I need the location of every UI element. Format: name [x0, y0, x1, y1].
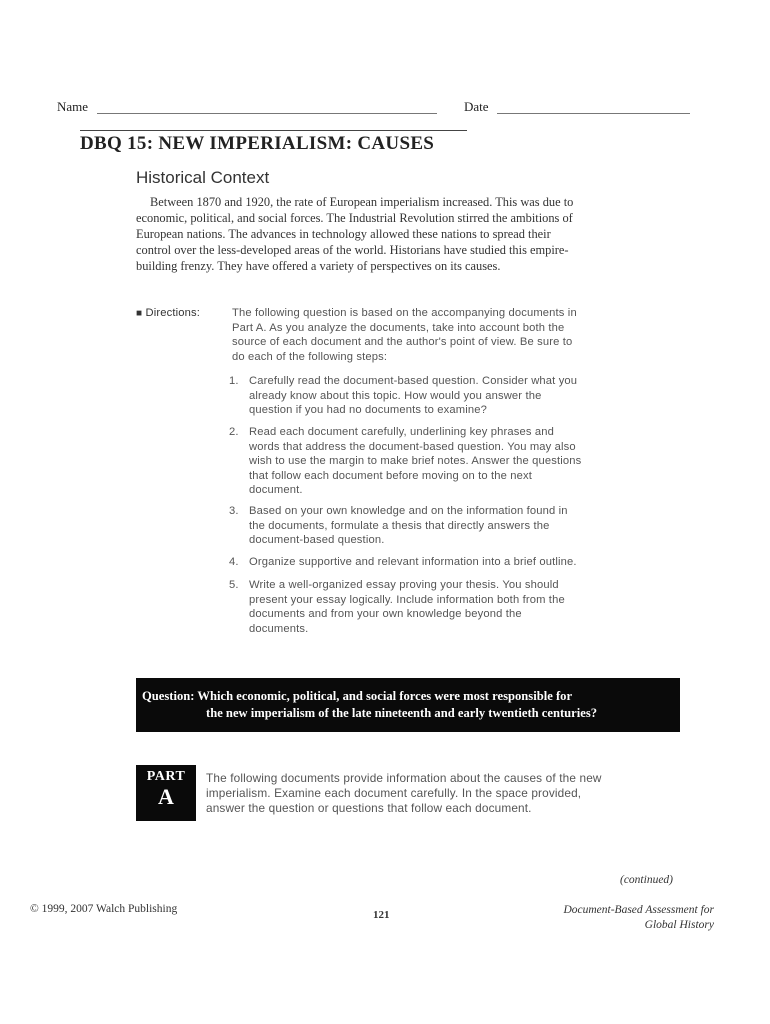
- directions-label: [136, 306, 200, 322]
- question-label: Question:: [142, 689, 195, 703]
- step-line: that follow each document before moving on to the next: [249, 469, 532, 482]
- question-box: [136, 678, 680, 732]
- directions-intro: [232, 306, 682, 364]
- book-title-line-1: Document-Based Assessment for: [563, 904, 714, 916]
- context-line: Between 1870 and 1920, the rate of European imperialism increased. This was due to: [150, 195, 574, 209]
- step-line: the documents, formulate a thesis that directly answers the: [249, 519, 550, 532]
- step-line: present your essay logically. Include information both from the: [249, 593, 565, 606]
- step-3: [229, 504, 689, 550]
- step-line: wish to use the margin to make brief notes. Answer the questions: [249, 455, 582, 468]
- step-line: document.: [249, 484, 303, 497]
- step-4: [229, 555, 689, 571]
- step-number: 1.: [229, 375, 239, 387]
- directions-line: source of each document and the author's point of view. Be sure to: [232, 336, 573, 349]
- copyright: © 1999, 2007 Walch Publishing: [30, 903, 178, 915]
- step-2: [229, 425, 689, 500]
- directions-line: Part A. As you analyze the documents, take into account both the: [232, 321, 565, 334]
- name-field-line[interactable]: [97, 113, 437, 114]
- historical-context-heading: Historical Context: [136, 168, 270, 187]
- step-line: document-based question.: [249, 534, 385, 547]
- part-a-badge: [136, 765, 196, 821]
- directions-label-text: Directions:: [145, 307, 200, 319]
- directions-line: The following question is based on the accompanying documents in: [232, 307, 577, 319]
- part-line: The following documents provide information about the causes of the new: [206, 771, 602, 785]
- page-title: DBQ 15: NEW IMPERIALISM: CAUSES: [80, 133, 435, 154]
- question-line-1: [142, 688, 678, 705]
- question-text: Which economic, political, and social forces were most responsible for: [197, 689, 573, 703]
- step-line: Organize supportive and relevant information into a brief outline.: [249, 556, 577, 568]
- step-line: words that address the document-based question. You may also: [249, 440, 576, 453]
- question-line-2: the new imperialism of the late nineteenth and early twentieth centuries?: [206, 706, 598, 720]
- step-number: 5.: [229, 579, 239, 591]
- context-line: economic, political, and social forces. The Industrial Revolution stirred the ambitions of: [136, 211, 573, 225]
- step-number: 2.: [229, 426, 239, 438]
- square-bullet-icon: ■: [136, 308, 143, 319]
- context-line: control over the less-developed areas of the world. Historians have studied this empire-: [136, 243, 569, 257]
- step-line: documents and from your own knowledge beyond the: [249, 608, 522, 621]
- page-number: 121: [373, 909, 390, 921]
- step-line: already know about this topic. How would you answer the: [249, 389, 542, 402]
- part-letter: A: [158, 784, 174, 809]
- step-line: Carefully read the document-based question. Consider what you: [249, 375, 578, 387]
- date-label: Date: [464, 99, 489, 114]
- part-line: answer the question or questions that follow each document.: [206, 801, 532, 815]
- title-rule: [80, 130, 467, 131]
- context-paragraph: [136, 194, 676, 274]
- step-line: documents.: [249, 622, 309, 635]
- continued-note: (continued): [620, 874, 674, 886]
- part-word: PART: [146, 769, 186, 784]
- book-title: [500, 903, 714, 933]
- step-line: Read each document carefully, underlining key phrases and: [249, 426, 554, 438]
- directions-line: do each of the following steps:: [232, 350, 388, 363]
- date-field-line[interactable]: [497, 113, 690, 114]
- step-line: Write a well-organized essay proving your thesis. You should: [249, 579, 559, 591]
- step-line: question if you had no documents to examine?: [249, 404, 487, 417]
- context-line: building frenzy. They have offered a variety of perspectives on its causes.: [136, 259, 501, 273]
- part-a-description: [206, 771, 691, 816]
- step-line: Based on your own knowledge and on the information found in: [249, 505, 568, 517]
- name-label: Name: [57, 99, 89, 114]
- step-number: 4.: [229, 556, 239, 568]
- book-title-line-2: Global History: [644, 919, 714, 931]
- step-number: 3.: [229, 505, 239, 517]
- step-5: [229, 578, 689, 638]
- context-line: European nations. The advances in technology allowed these nations to spread their: [136, 227, 551, 241]
- step-1: [229, 374, 689, 420]
- part-line: imperialism. Examine each document carefully. In the space provided,: [206, 786, 582, 800]
